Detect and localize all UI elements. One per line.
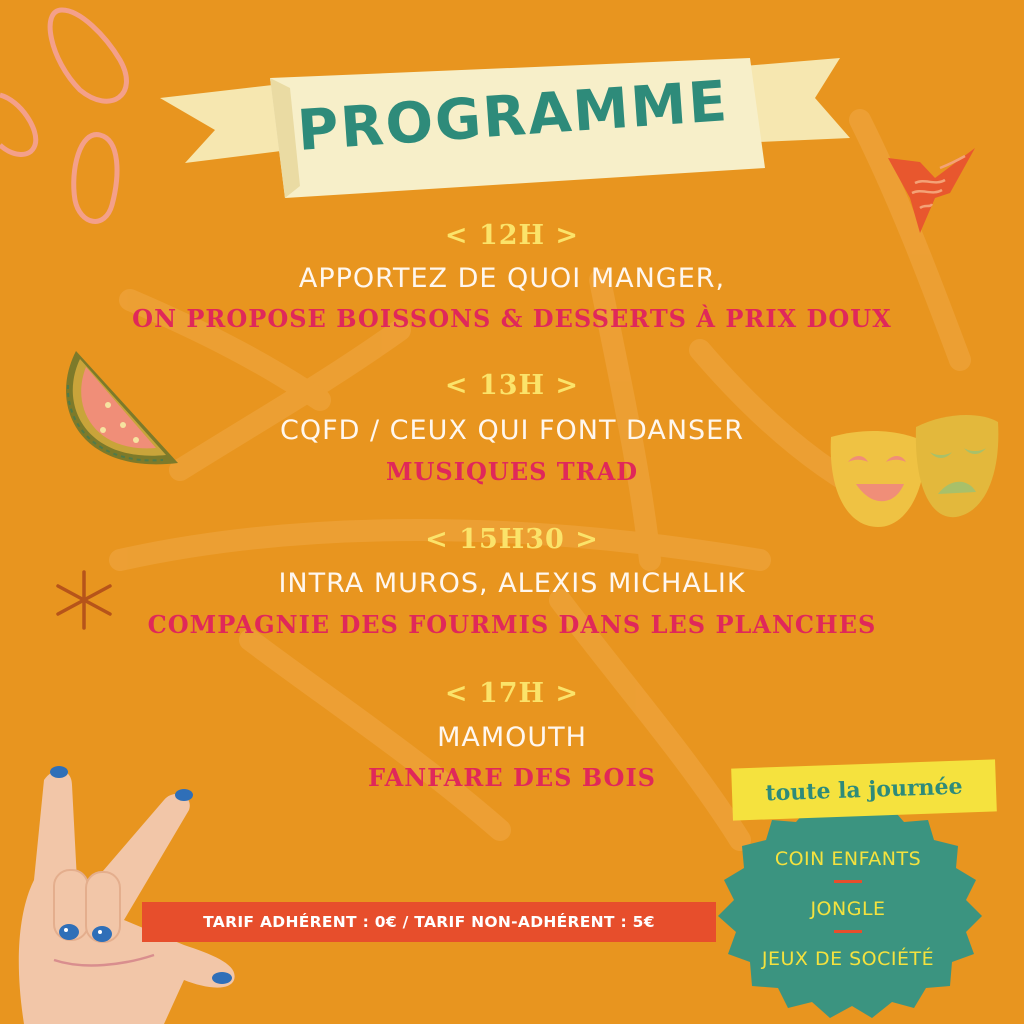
time-slot-17h: < 17H > [444,678,580,709]
event-subtitle-13h: MUSIQUES TRAD [385,457,639,486]
activity-jeux-de-societe: JEUX DE SOCIÉTÉ [761,948,935,970]
price-banner [142,902,716,942]
page-title: PROGRAMME [295,68,731,164]
all-day-tag-text: toute la journée [765,773,963,807]
event-subtitle-15h30: COMPAGNIE DES FOURMIS DANS LES PLANCHES [147,610,877,639]
all-day-tag [731,759,997,820]
price-text: TARIF ADHÉRENT : 0€ / TARIF NON-ADHÉRENT : 5€ [203,913,655,931]
time-slot-13h: < 13H > [444,370,580,401]
event-subtitle-17h: FANFARE DES BOIS [367,763,657,792]
time-slot-15h30: < 15H30 > [425,524,599,555]
time-slot-12h: < 12H > [444,220,580,251]
activity-coin-enfants: COIN ENFANTS [774,848,922,870]
event-title-17h: MAMOUTH [437,722,587,753]
activity-jongle: JONGLE [810,898,886,920]
event-subtitle-12h: ON PROPOSE BOISSONS & DESSERTS À PRIX DOUX [132,304,892,333]
event-title-13h: CQFD / CEUX QUI FONT DANSER [280,415,744,446]
badge-divider [834,880,862,883]
event-title-15h30: INTRA MUROS, ALEXIS MICHALIK [278,568,746,599]
bean-doodle-icon [0,0,170,240]
rock-hand-icon [14,760,264,1024]
event-title-12h: APPORTEZ DE QUOI MANGER, [298,263,726,294]
badge-divider [834,930,862,933]
